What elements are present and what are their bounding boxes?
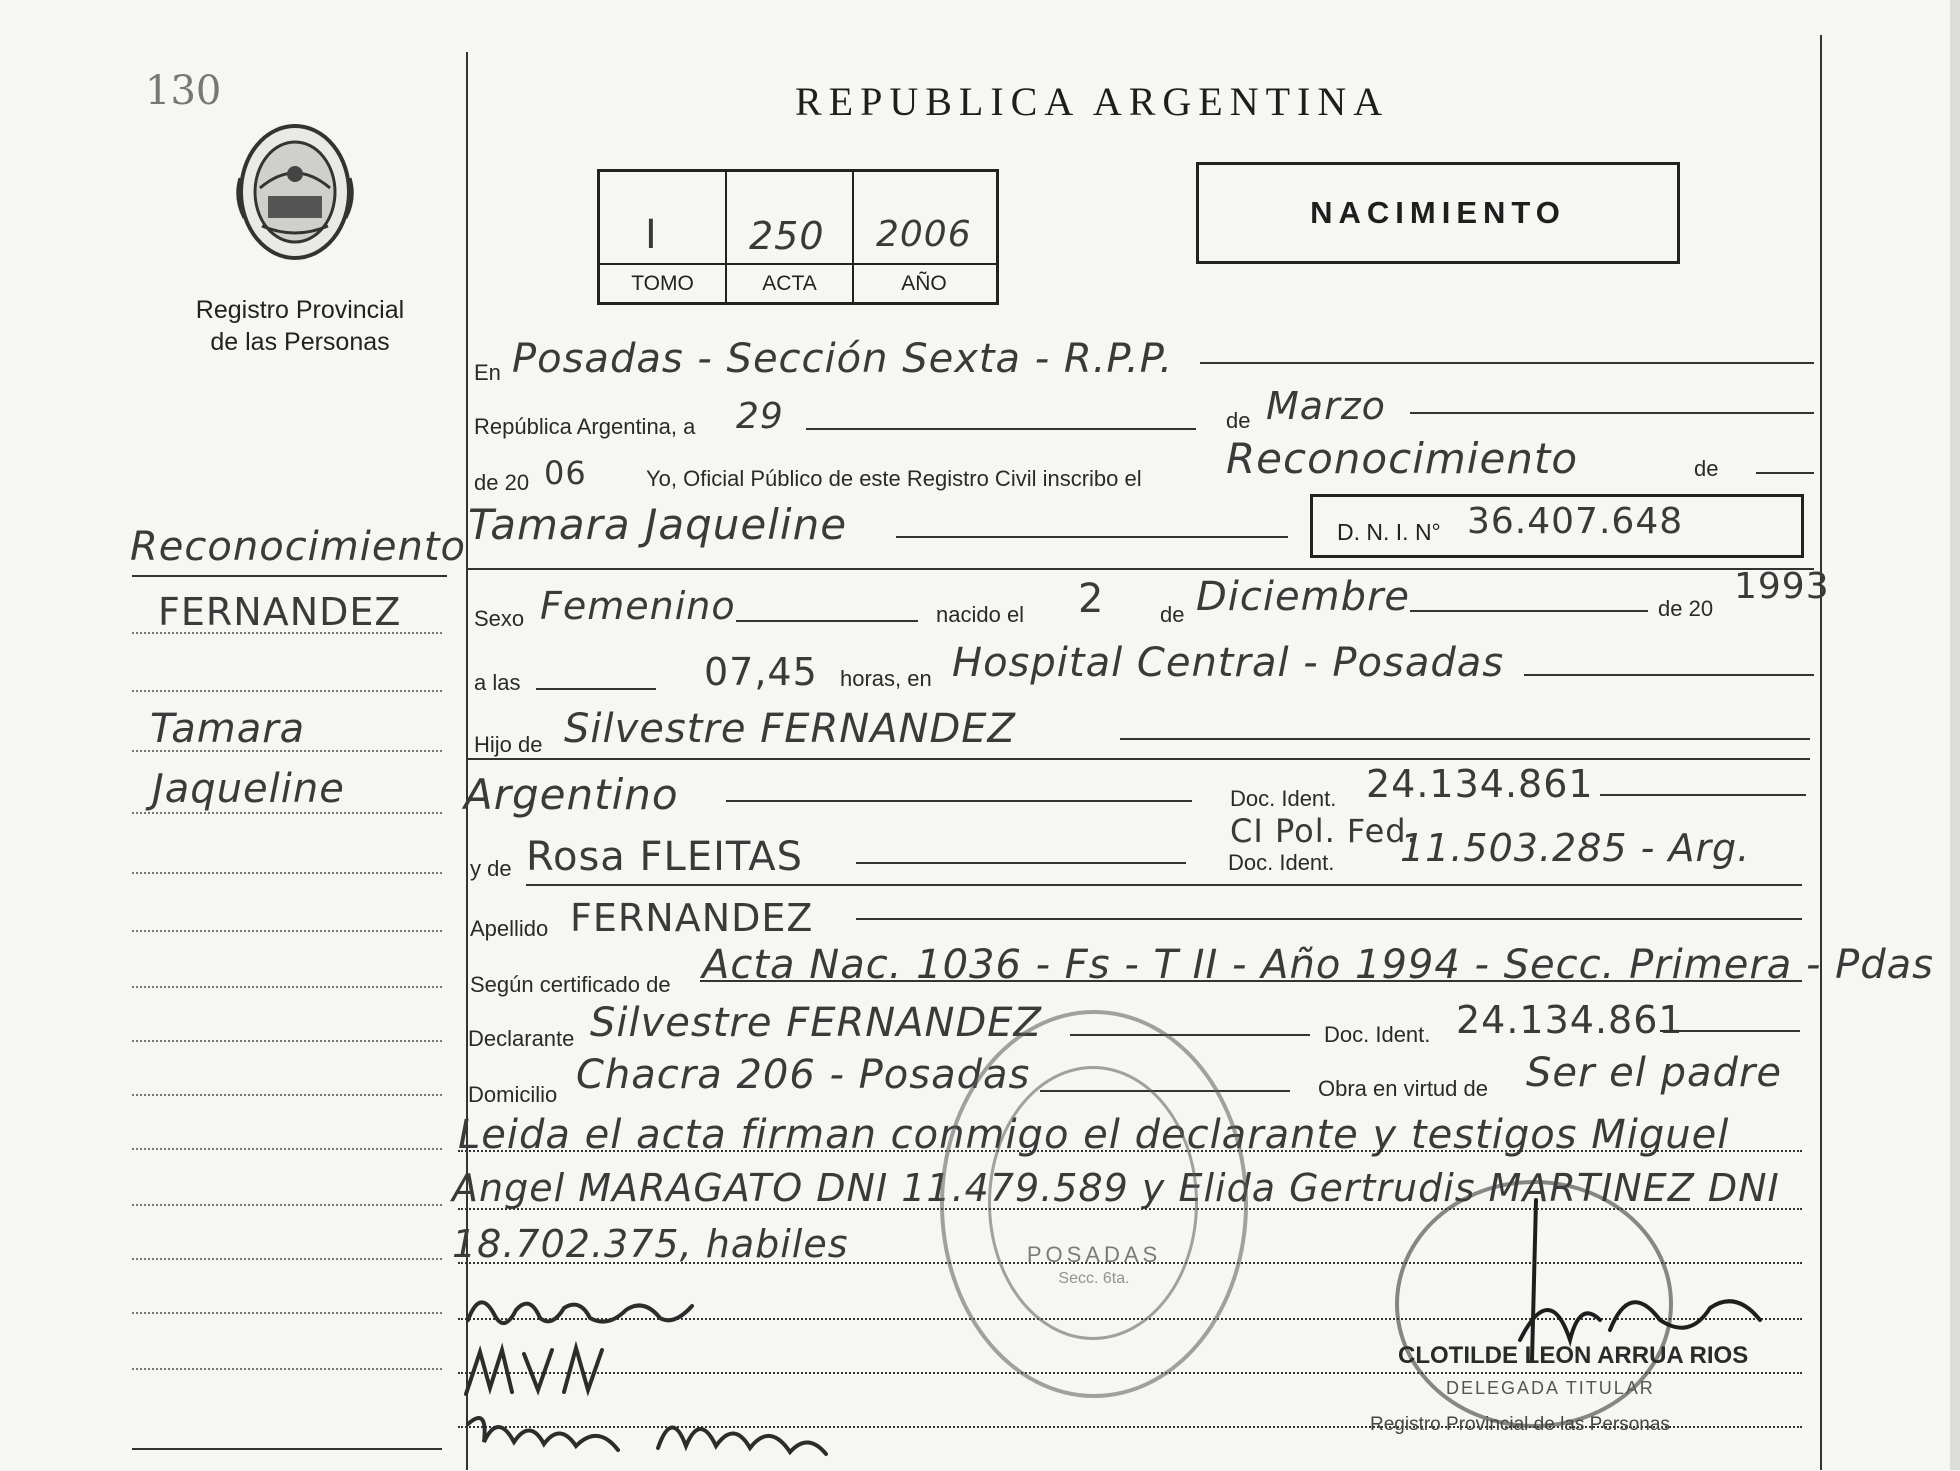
margin-rule [132,1368,442,1370]
provincial-seal [232,118,358,266]
label-republica: República Argentina, a [474,414,696,439]
father-doc-value: 24.134.861 [1366,762,1594,806]
margin-rule [132,1204,442,1206]
label-doc-ident-2: Doc. Ident. [1228,850,1335,875]
a-las-line [536,688,656,690]
margin-rule [132,930,442,932]
sex-line [736,620,918,622]
margin-rule [132,812,442,814]
birth-day-value: 2 [1078,576,1105,622]
official-org: Registro Provincial de las Personas [1370,1414,1670,1435]
label-segun: Según certificado de [470,972,671,997]
birth-month-line [1410,610,1648,612]
label-declarante: Declarante [468,1026,575,1051]
address-value: Chacra 206 - Posadas [576,1052,1031,1098]
ano-cell [854,172,994,263]
ano-value: 2006 [876,214,972,255]
acta-cell [727,172,854,263]
page-edge [1950,0,1960,1470]
label-doc-ident-3: Doc. Ident. [1324,1022,1431,1047]
nationality-line [726,800,1192,802]
official-role: DELEGADA TITULAR [1446,1378,1655,1398]
label-obra: Obra en virtud de [1318,1076,1488,1101]
registry-line-1: Registro Provincial [195,296,405,324]
margin-rule [132,1040,442,1042]
tomo-value: I [645,212,658,258]
official-name: CLOTILDE LEON ARRUA RIOS [1398,1342,1749,1369]
place-line [1200,362,1814,364]
document-type: NACIMIENTO [1310,195,1566,230]
stamp-sub: Secc. 6ta. [1058,1270,1130,1287]
tomo-header: TOMO [600,265,727,304]
mother-doc-value: 11.503.285 - Arg. [1400,826,1751,870]
label-nacido: nacido el [936,602,1025,627]
surname-line [856,918,1802,920]
father-nationality: Argentino [464,770,679,819]
mother-doc-type: CI Pol. Fed. [1230,812,1418,850]
margin-rule [132,750,442,752]
declarant-doc-value: 24.134.861 [1456,998,1684,1042]
month-line [1410,412,1814,414]
declarant-doc-line [1660,1030,1800,1032]
label-domicilio: Domicilio [468,1082,558,1107]
father-value: Silvestre FERNANDEZ [564,706,1016,752]
time-value: 07,45 [704,650,818,694]
margin-rule [132,632,442,634]
signature-witness-2 [458,1402,838,1466]
mother-line [856,862,1186,864]
margin-rule [132,1312,442,1314]
margin-rule [132,690,442,692]
signature-witness-1 [456,1340,626,1402]
father-line [1120,738,1810,740]
year-suffix: 06 [544,454,587,492]
day-line [806,428,1196,430]
by-virtue-value: Ser el padre [1526,1050,1782,1096]
month-value: Marzo [1266,384,1386,428]
margin-surname: FERNANDEZ [158,590,402,634]
tomo-cell [600,172,727,263]
acta-value: 250 [749,214,825,258]
act-value: Reconocimiento [1226,434,1579,483]
ano-header: AÑO [901,272,947,295]
right-border [1820,35,1822,1470]
label-dni: D. N. I. N° [1337,519,1441,545]
page-number: 130 [145,68,222,114]
margin-rule [132,1148,442,1150]
section-rule [468,568,1814,570]
stamp-city: POSADAS [1026,1242,1162,1267]
label-y-de: y de [470,856,512,881]
document-type-box [1196,162,1680,264]
margin-rule [132,1094,442,1096]
dni-value: 36.407.648 [1467,501,1684,542]
label-de: de [1226,408,1251,433]
closing-text-1: Leida el acta firman conmigo el declarante y testigos Miguel [458,1112,1730,1158]
stamp-inner-ring [988,1066,1198,1340]
registry-line-2: de las Personas [210,328,390,356]
day-value: 29 [736,396,784,437]
label-de-20-2: de 20 [1658,596,1714,621]
de-line [1756,472,1814,474]
margin-name-2: Jaqueline [152,766,345,812]
certificate-value: Acta Nac. 1036 - Fs - T II - Año 1994 - Secc. Primera - Pdas [702,942,1935,988]
birth-place-line [1524,674,1814,676]
name-value: Tamara Jaqueline [468,500,848,549]
margin-rule [132,986,442,988]
label-de-2: de [1160,602,1185,627]
closing-text-3: 18.702.375, habiles [452,1222,849,1266]
father-rule [468,758,1810,760]
acta-header: ACTA [727,265,854,304]
label-de-20: de 20 [474,470,530,495]
registry-name [170,294,430,358]
margin-type-underline [132,575,447,577]
margin-rule [132,872,442,874]
certificate-line [700,980,1802,982]
birth-year-value: 1993 [1734,566,1830,607]
sex-value: Femenino [540,584,736,628]
margin-rule [132,1258,442,1260]
label-a-las: a las [474,670,521,695]
margin-rule [132,1448,442,1450]
reference-table [597,169,999,305]
birth-month-value: Diciembre [1196,574,1411,620]
label-horas: horas, en [840,666,932,691]
mother-rule [526,884,1802,886]
label-apellido: Apellido [470,916,549,941]
page-title: REPUBLICA ARGENTINA [795,79,1390,124]
label-yo: Yo, Oficial Público de este Registro Civil inscribo el [646,466,1142,491]
label-en: En [474,360,501,385]
label-doc-ident: Doc. Ident. [1230,786,1337,811]
label-hijo: Hijo de [474,732,543,757]
closing-text-2: Angel MARAGATO DNI 11.479.589 y Elida Gertrudis MARTINEZ DNI [452,1166,1780,1210]
mother-value: Rosa FLEITAS [526,834,803,880]
birth-place-value: Hospital Central - Posadas [952,640,1505,686]
registry-stamp [940,1010,1248,1398]
signature-declarant [460,1284,700,1340]
father-doc-line [1600,794,1806,796]
surname-value: FERNANDEZ [570,896,814,940]
margin-name-1: Tamara [150,706,306,752]
label-sexo: Sexo [474,606,525,631]
margin-type: Reconocimiento [130,524,466,570]
dni-box [1310,494,1804,558]
place-value: Posadas - Sección Sexta - R.P.P. [512,336,1174,382]
label-de-end: de [1694,456,1719,481]
declarant-value: Silvestre FERNANDEZ [590,1000,1042,1046]
name-line [896,536,1288,538]
